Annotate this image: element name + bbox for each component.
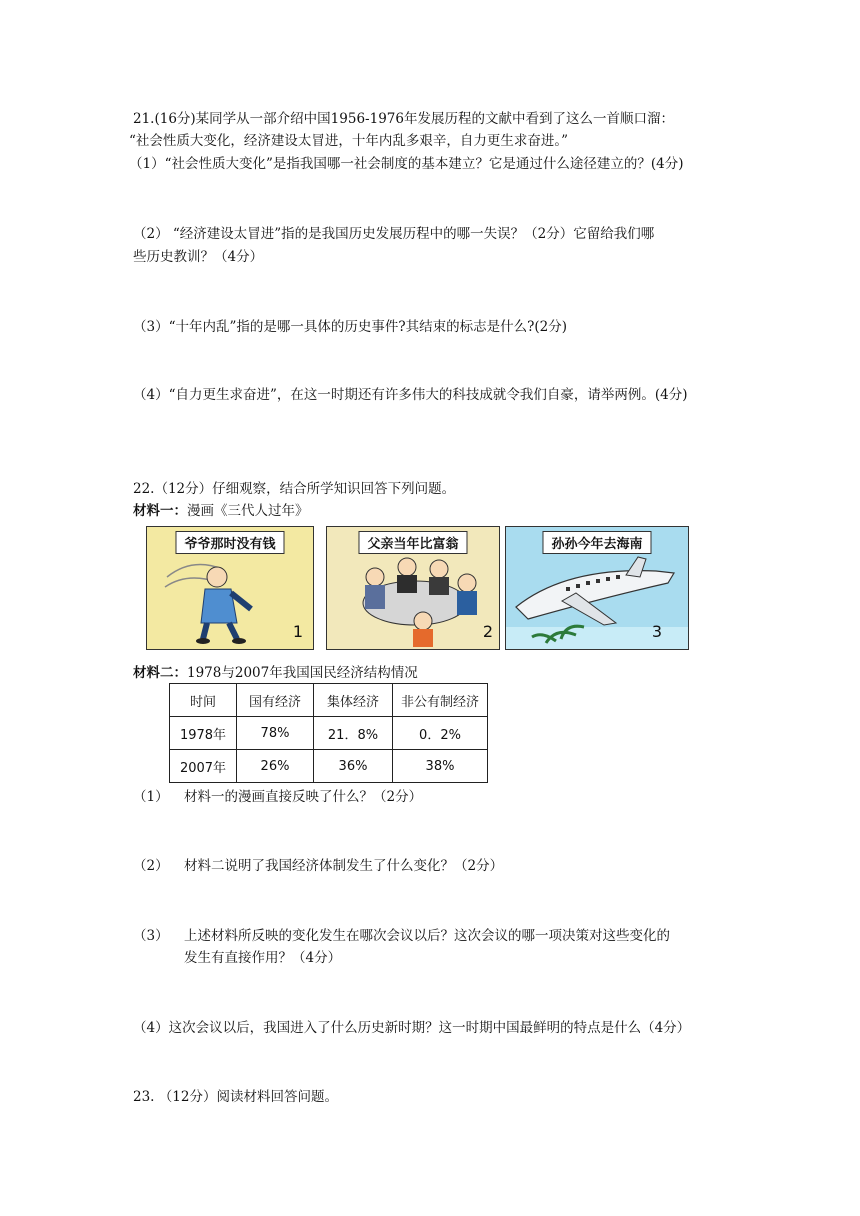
table-header: 集体经济 — [314, 684, 393, 717]
cartoon-grandson — [505, 526, 689, 650]
cartoon-grandfather — [146, 526, 314, 650]
q22-material2 — [133, 664, 418, 682]
table-header: 时间 — [170, 684, 237, 717]
q22-part2-number: （2） — [133, 858, 169, 874]
table-row — [170, 750, 488, 783]
q22-part2: 材料二说明了我国经济体制发生了什么变化？（2分） — [184, 858, 504, 874]
q23-title: 23. （12分）阅读材料回答问题。 — [133, 1089, 338, 1105]
material2-text: 1978与2007年我国国民经济结构情况 — [187, 665, 418, 681]
table-cell: 2007年 — [170, 750, 237, 783]
table-header-row — [170, 684, 488, 717]
table-header: 非公有制经济 — [393, 684, 488, 717]
q22-part1: 材料一的漫画直接反映了什么？（2分） — [184, 789, 423, 805]
q21-part2-line2: 些历史教训？（4分） — [133, 249, 264, 265]
q22-part3-line1: 上述材料所反映的变化发生在哪次会议以后？这次会议的哪一项决策对这些变化的 — [184, 928, 670, 944]
material1-label: 材料一： — [133, 503, 187, 519]
table-cell: 0．2% — [393, 717, 488, 750]
q21-part3: （3）“十年内乱”指的是哪一具体的历史事件?其结束的标志是什么?(2分) — [133, 319, 567, 335]
q22-part1-number: （1） — [133, 789, 169, 805]
table-cell: 38% — [393, 750, 488, 783]
q22-material1 — [133, 502, 309, 520]
cartoon1-caption: 爷爷那时没有钱 — [175, 531, 284, 554]
q21-part2-line1: （2） “经济建设太冒进”指的是我国历史发展历程中的哪一失误？（2分）它留给我们哪 — [133, 226, 655, 242]
cartoon2-number: 2 — [482, 622, 493, 641]
q22-part3-number: （3） — [133, 928, 169, 944]
table-cell: 26% — [237, 750, 314, 783]
cartoon3-caption: 孙孙今年去海南 — [542, 531, 651, 554]
table-cell: 1978年 — [170, 717, 237, 750]
table-header: 国有经济 — [237, 684, 314, 717]
q21-part4: （4）“自力更生求奋进”，在这一时期还有许多伟大的科技成就令我们自豪，请举两例。(4分) — [133, 387, 688, 403]
q21-quote: “社会性质大变化，经济建设太冒进，十年内乱多艰辛，自力更生求奋进。” — [129, 133, 569, 149]
q21-part1: （1）“社会性质大变化”是指我国哪一社会制度的基本建立？它是通过什么途径建立的？(4分) — [129, 156, 684, 172]
material1-text: 漫画《三代人过年》 — [187, 503, 309, 519]
q22-part4: （4）这次会议以后，我国进入了什么历史新时期？这一时期中国最鲜明的特点是什么（4分） — [133, 1020, 691, 1036]
cartoon1-number: 1 — [292, 622, 303, 641]
cartoon3-number: 3 — [651, 622, 662, 641]
table-row — [170, 717, 488, 750]
cartoon2-caption: 父亲当年比富翁 — [358, 531, 467, 554]
table-cell: 36% — [314, 750, 393, 783]
table-cell: 78% — [237, 717, 314, 750]
material2-label: 材料二： — [133, 665, 187, 681]
table-cell: 21．8% — [314, 717, 393, 750]
q22-part3-line2: 发生有直接作用？（4分） — [184, 950, 342, 966]
economy-structure-table — [169, 683, 488, 783]
cartoon-father — [326, 526, 500, 650]
q22-title: 22.（12分）仔细观察，结合所学知识回答下列问题。 — [133, 481, 456, 497]
q21-title: 21.(16分)某同学从一部介绍中国1956-1976年发展历程的文献中看到了这么一首顺口溜： — [133, 111, 674, 127]
